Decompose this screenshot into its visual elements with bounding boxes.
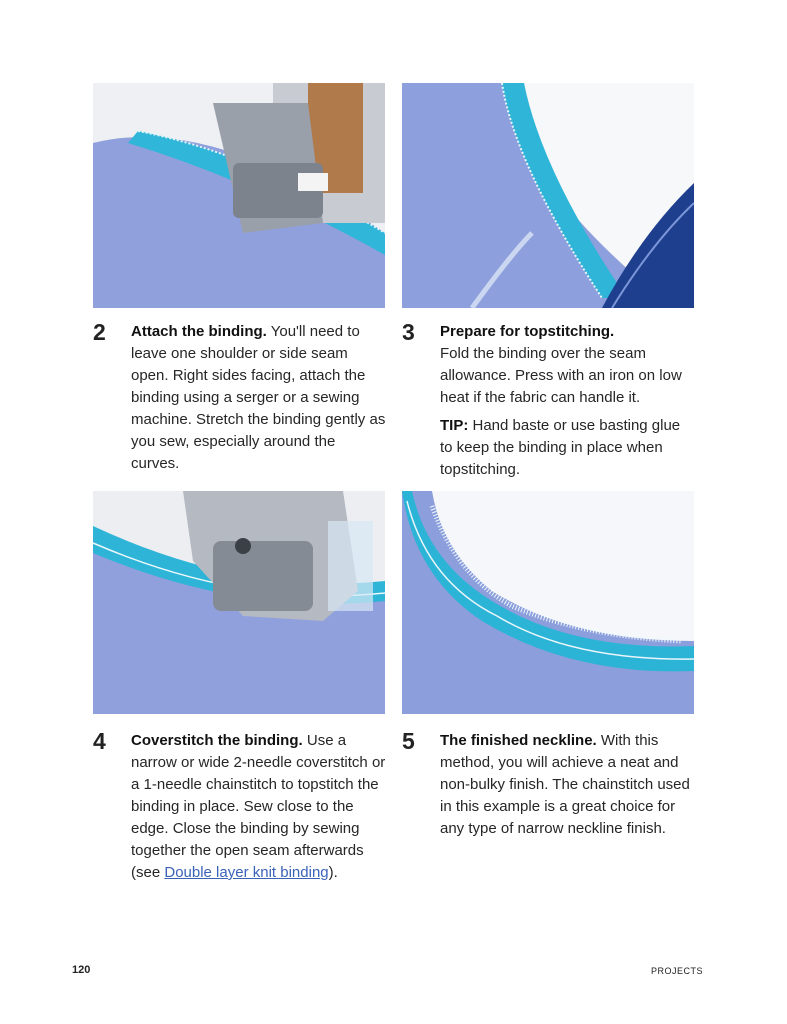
page-number: 120: [72, 964, 91, 976]
photo-finished-neckline: [402, 491, 694, 714]
step-text: [131, 730, 387, 884]
step-number: 3: [402, 319, 415, 345]
step-text: [440, 321, 696, 481]
step-body: Use a narrow or wide 2-needle coverstitch or a 1-needle chainstitch to topstitch the binding in place. Sew close to the edge. Close the binding by sewing together the open seam afterwards (see: [131, 732, 386, 881]
section-label: PROJECTS: [650, 966, 703, 976]
step-text: [440, 730, 696, 840]
tip-body: Hand baste or use basting glue to keep the binding in place when topstitching.: [440, 417, 681, 478]
double-layer-knit-binding-link[interactable]: Double layer knit binding: [164, 864, 329, 881]
photo-attach-binding: [93, 83, 385, 308]
step-heading: The finished neckline.: [440, 732, 597, 749]
step-text: [131, 321, 387, 475]
step-number: 5: [402, 728, 415, 754]
photo-prepare-topstitching: [402, 83, 694, 308]
step-heading: Attach the binding.: [131, 323, 267, 340]
step-body: Fold the binding over the seam allowance. Press with an iron on low heat if the fabric can handle it.: [440, 345, 682, 406]
tip: [440, 415, 696, 481]
step-heading: Coverstitch the binding.: [131, 732, 303, 749]
step-number: 2: [93, 319, 106, 345]
step-body: With this method, you will achieve a neat and non-bulky finish. The chainstitch used in this example is a great choice for any type of narrow neckline finish.: [440, 732, 690, 837]
step-body-end: ).: [328, 864, 338, 881]
step-number: 4: [93, 728, 106, 754]
tip-label: TIP:: [440, 417, 469, 434]
step-body: You'll need to leave one shoulder or side seam open. Right sides facing, attach the binding using a serger or a sewing machine. Stretch the binding gently as you sew, especially around the curves.: [131, 323, 386, 472]
photo-coverstitch-binding: [93, 491, 385, 714]
step-heading: Prepare for topstitching.: [440, 323, 615, 340]
